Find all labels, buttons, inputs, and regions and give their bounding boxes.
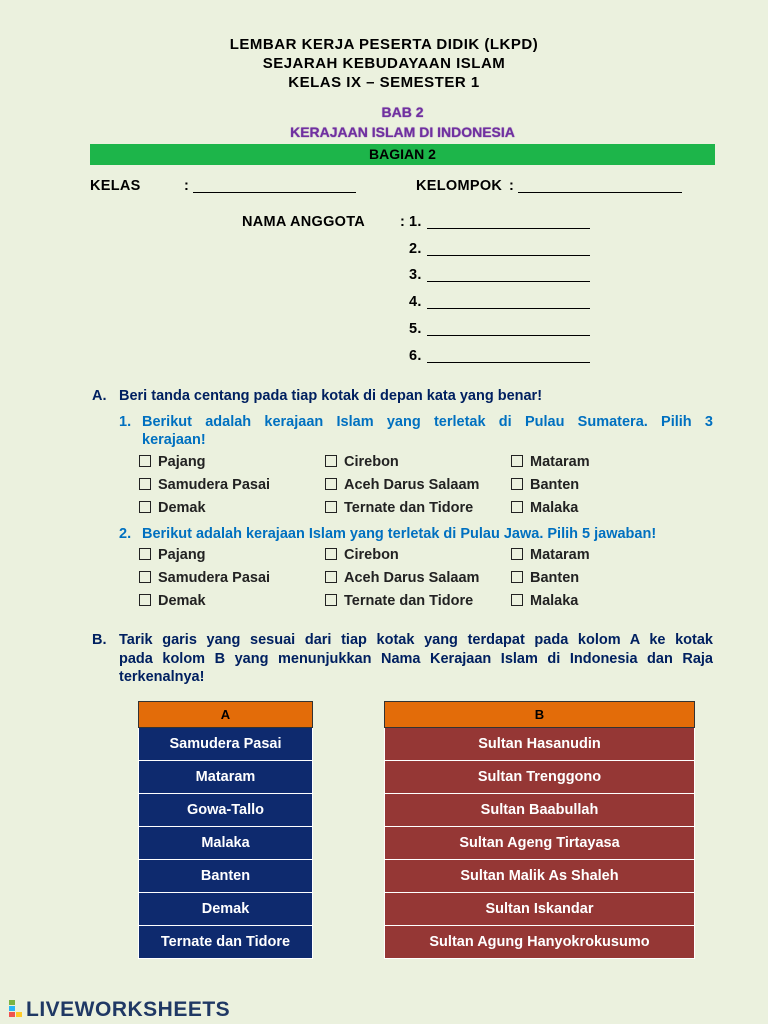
option-label: Ternate dan Tidore: [344, 500, 474, 516]
checkbox-icon[interactable]: [139, 571, 151, 583]
column-a-box[interactable]: Banten: [139, 860, 313, 893]
checkbox-icon[interactable]: [139, 594, 151, 606]
checkbox-icon[interactable]: [511, 455, 523, 467]
column-b-box[interactable]: Sultan Iskandar: [385, 893, 695, 926]
liveworksheets-logo: [8, 998, 230, 1022]
option-label: Pajang: [158, 547, 206, 563]
option-checkbox[interactable]: [139, 500, 206, 516]
option-checkbox[interactable]: [511, 593, 578, 609]
member-number: 1.: [409, 214, 422, 230]
option-checkbox[interactable]: [139, 593, 206, 609]
title-line-1: LEMBAR KERJA PESERTA DIDIK (LKPD): [229, 36, 539, 53]
checkbox-icon[interactable]: [511, 501, 523, 513]
checkbox-icon[interactable]: [325, 548, 337, 560]
checkbox-icon[interactable]: [325, 478, 337, 490]
option-checkbox[interactable]: [139, 477, 270, 493]
kelas-colon: :: [184, 178, 190, 194]
column-a-box[interactable]: Ternate dan Tidore: [139, 926, 313, 959]
checkbox-icon[interactable]: [325, 455, 337, 467]
anggota-label: NAMA ANGGOTA: [242, 214, 366, 230]
option-checkbox[interactable]: [511, 454, 590, 470]
option-label: Cirebon: [344, 454, 399, 470]
checkbox-icon[interactable]: [325, 571, 337, 583]
kelompok-colon: :: [509, 178, 515, 194]
option-checkbox[interactable]: [325, 547, 399, 563]
column-a-box[interactable]: Samudera Pasai: [139, 728, 313, 761]
column-b-box[interactable]: Sultan Hasanudin: [385, 728, 695, 761]
liveworksheets-mark-icon: [8, 999, 24, 1019]
member-number: 5.: [409, 321, 422, 337]
option-checkbox[interactable]: [325, 593, 473, 609]
option-checkbox[interactable]: [511, 477, 579, 493]
chapter-label: BAB 2: [381, 104, 424, 120]
title-line-2: SEJARAH KEBUDAYAAN ISLAM: [262, 55, 506, 72]
member-number: 6.: [409, 348, 422, 364]
column-a-box[interactable]: Mataram: [139, 761, 313, 794]
column-b-box[interactable]: Sultan Baabullah: [385, 794, 695, 827]
kelompok-field[interactable]: [518, 178, 682, 193]
checkbox-icon[interactable]: [511, 548, 523, 560]
checkbox-icon[interactable]: [325, 501, 337, 513]
option-checkbox[interactable]: [511, 500, 578, 516]
checkbox-icon[interactable]: [511, 571, 523, 583]
kelompok-label: KELOMPOK: [416, 178, 503, 194]
option-label: Malaka: [530, 500, 579, 516]
checkbox-icon[interactable]: [139, 501, 151, 513]
option-checkbox[interactable]: [325, 500, 473, 516]
option-checkbox[interactable]: [325, 477, 479, 493]
option-label: Pajang: [158, 454, 206, 470]
kelas-field[interactable]: [193, 178, 356, 193]
member-number: 3.: [409, 267, 422, 283]
option-checkbox[interactable]: [325, 454, 399, 470]
title-line-3: KELAS IX – SEMESTER 1: [288, 74, 480, 91]
section-b-letter: B.: [92, 632, 107, 648]
checkbox-icon[interactable]: [139, 478, 151, 490]
section-b-line-2: pada kolom B yang menunjukkan Nama Kerajaan Islam di Indonesia dan Raja: [119, 651, 713, 667]
checkbox-icon[interactable]: [325, 594, 337, 606]
kelas-label: KELAS: [90, 178, 141, 194]
question-1-line-2: kerajaan!: [142, 432, 206, 448]
option-label: Mataram: [530, 547, 590, 563]
question-1-line-1: Berikut adalah kerajaan Islam yang terletak di Pulau Sumatera. Pilih 3: [142, 414, 713, 430]
member-field[interactable]: [427, 321, 590, 336]
column-a-box[interactable]: Gowa-Tallo: [139, 794, 313, 827]
option-label: Samudera Pasai: [158, 570, 271, 586]
option-checkbox[interactable]: [139, 570, 270, 586]
column-b-box[interactable]: Sultan Agung Hanyokrokusumo: [385, 926, 695, 959]
question-1-number: 1.: [119, 414, 132, 430]
column-a-box[interactable]: Malaka: [139, 827, 313, 860]
option-label: Demak: [158, 500, 206, 516]
option-checkbox[interactable]: [139, 454, 206, 470]
logo-text: LIVEWORKSHEETS: [26, 998, 231, 1021]
question-2-number: 2.: [119, 526, 132, 542]
member-number: 4.: [409, 294, 422, 310]
option-label: Malaka: [530, 593, 579, 609]
checkbox-icon[interactable]: [139, 548, 151, 560]
column-b-box[interactable]: Sultan Malik As Shaleh: [385, 860, 695, 893]
section-b-line-3: terkenalnya!: [119, 669, 205, 685]
column-b-box[interactable]: Sultan Ageng Tirtayasa: [385, 827, 695, 860]
anggota-colon: :: [400, 214, 406, 230]
column-a-table: [138, 701, 313, 959]
checkbox-icon[interactable]: [139, 455, 151, 467]
member-field[interactable]: [427, 348, 590, 363]
option-label: Banten: [530, 570, 580, 586]
chapter-title: KERAJAAN ISLAM DI INDONESIA: [290, 124, 515, 140]
option-label: Samudera Pasai: [158, 477, 271, 493]
option-checkbox[interactable]: [511, 547, 590, 563]
question-2-text: Berikut adalah kerajaan Islam yang terletak di Pulau Jawa. Pilih 5 jawaban!: [142, 526, 657, 542]
column-a-box[interactable]: Demak: [139, 893, 313, 926]
option-label: Cirebon: [344, 547, 399, 563]
option-checkbox[interactable]: [139, 547, 206, 563]
member-field[interactable]: [427, 294, 590, 309]
member-field[interactable]: [427, 267, 590, 282]
option-label: Aceh Darus Salaam: [344, 477, 480, 493]
column-a-header: A: [139, 702, 313, 728]
checkbox-icon[interactable]: [511, 594, 523, 606]
section-b-line-1: Tarik garis yang sesuai dari tiap kotak yang terdapat pada kolom A ke kotak: [119, 632, 713, 648]
option-label: Aceh Darus Salaam: [344, 570, 480, 586]
option-checkbox[interactable]: [511, 570, 579, 586]
column-b-table: [384, 701, 695, 959]
section-banner: BAGIAN 2: [90, 144, 715, 165]
option-checkbox[interactable]: [325, 570, 479, 586]
option-label: Mataram: [530, 454, 590, 470]
section-a-instruction: Beri tanda centang pada tiap kotak di depan kata yang benar!: [119, 388, 543, 404]
option-label: Demak: [158, 593, 206, 609]
option-label: Banten: [530, 477, 580, 493]
member-field[interactable]: [427, 241, 590, 256]
checkbox-icon[interactable]: [511, 478, 523, 490]
option-label: Ternate dan Tidore: [344, 593, 474, 609]
section-a-letter: A.: [92, 388, 107, 404]
member-number: 2.: [409, 241, 422, 257]
column-b-header: B: [385, 702, 695, 728]
member-field[interactable]: [427, 214, 590, 229]
column-b-box[interactable]: Sultan Trenggono: [385, 761, 695, 794]
